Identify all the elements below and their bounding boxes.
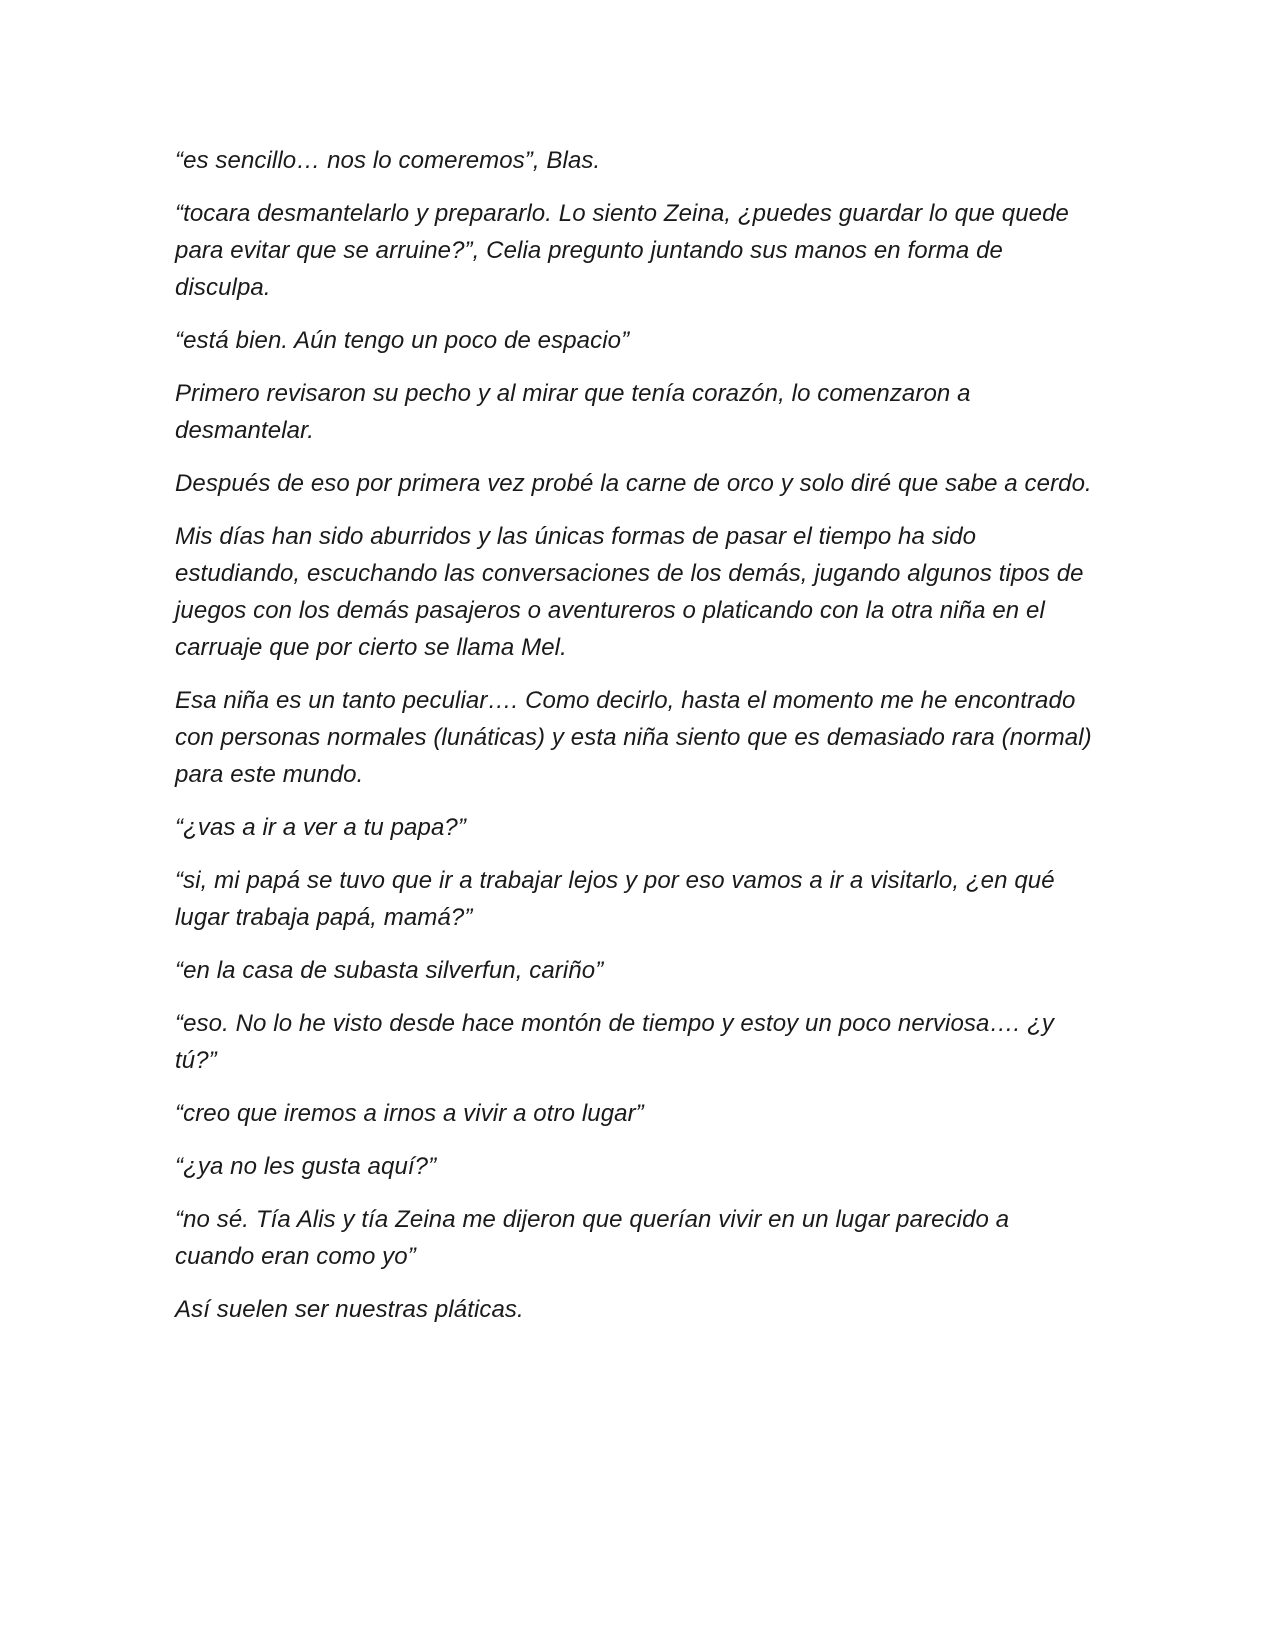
paragraph-8: “¿vas a ir a ver a tu papa?”: [175, 814, 466, 841]
paragraph-5: Después de eso por primera vez probé la carne de orco y solo diré que sabe a cerdo.: [175, 470, 1092, 497]
paragraph-11: “eso. No lo he visto desde hace montón de tiempo y estoy un poco nerviosa…. ¿y tú?”: [175, 1010, 1054, 1074]
paragraph-14: “no sé. Tía Alis y tía Zeina me dijeron que querían vivir en un lugar parecido a cuando eran como yo”: [175, 1206, 1010, 1270]
paragraph-9: “si, mi papá se tuvo que ir a trabajar lejos y por eso vamos a ir a visitarlo, ¿en qué lugar trabaja papá, mamá?”: [175, 867, 1055, 931]
paragraph-6: Mis días han sido aburridos y las únicas formas de pasar el tiempo ha sido estudiando, escuchando las conversaciones de los demás, jugando algunos tipos de juegos con los demás pasajeros o aventureros o platicando con la otra niña en el carruaje que por cierto se llama Mel.: [175, 523, 1084, 661]
paragraph-2: “tocara desmantelarlo y prepararlo. Lo siento Zeina, ¿puedes guardar lo que quede para evitar que se arruine?”, Celia pregunto juntando sus manos en forma de disculpa.: [175, 200, 1069, 301]
paragraph-12: “creo que iremos a irnos a vivir a otro lugar”: [175, 1100, 644, 1127]
paragraph-4: Primero revisaron su pecho y al mirar que tenía corazón, lo comenzaron a desmantelar.: [175, 380, 971, 444]
paragraph-1: “es sencillo… nos lo comeremos”, Blas.: [175, 147, 601, 174]
paragraph-15: Así suelen ser nuestras pláticas.: [175, 1296, 524, 1323]
paragraph-13: “¿ya no les gusta aquí?”: [175, 1153, 437, 1180]
paragraph-3: “está bien. Aún tengo un poco de espacio”: [175, 327, 630, 354]
paragraph-7: Esa niña es un tanto peculiar…. Como decirlo, hasta el momento me he encontrado con personas normales (lunáticas) y esta niña siento que es demasiado rara (normal) para este mundo.: [175, 687, 1092, 788]
document-body: [175, 142, 1095, 1344]
paragraph-10: “en la casa de subasta silverfun, cariño”: [175, 957, 604, 984]
